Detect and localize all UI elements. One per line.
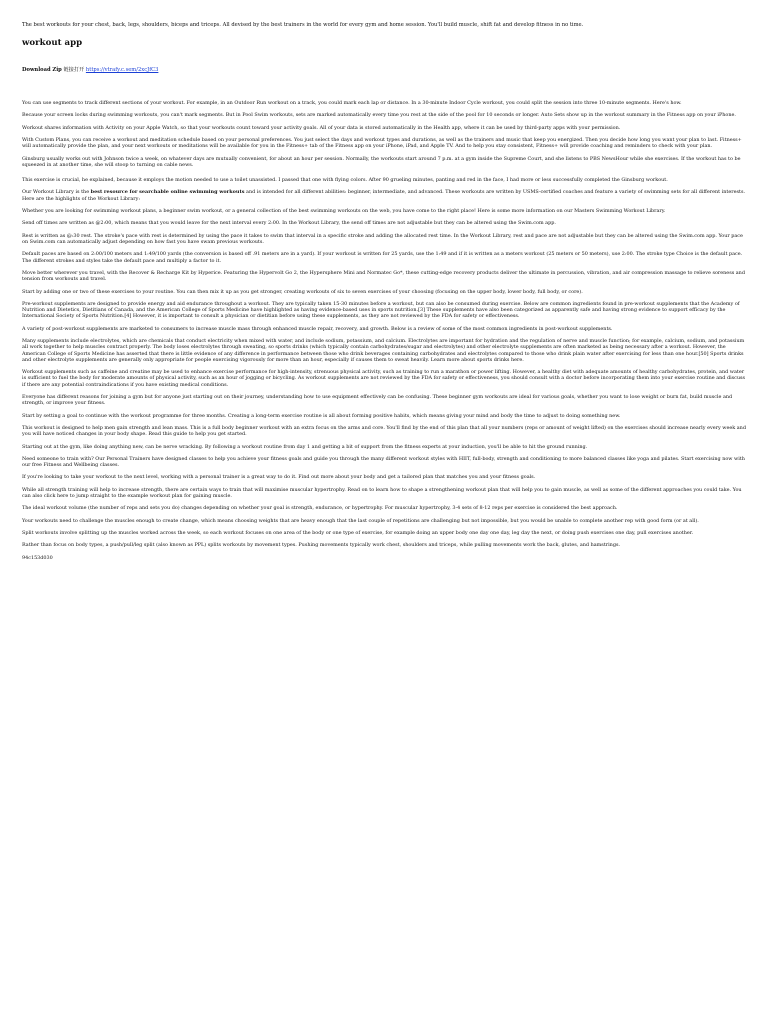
paragraph-text: Our Workout Library is the: [22, 189, 91, 196]
paragraph: Everyone has different reasons for joining a gym but for anyone just starting out on their journey, understanding how to use equipment effectively can be confusing. These beginner gym workouts are ideal for various goals, whether you want to lose weight or burn fat, build muscle and strength, or improve your fitness.: [22, 394, 733, 407]
download-label: Download Zip: [22, 67, 62, 73]
paragraph: Need someone to train with? Our Personal Trainers have designed classes to help you achieve your fitness goals and guide you through the many different workout styles with HIIT, full-body, strength and conditioning to more balanced classes like yoga and pilates. Start exercising now with our free Fitness and Wellbeing classes.: [22, 455, 745, 469]
page-hash: 94c153d030: [22, 554, 53, 561]
paragraph: Whether you are looking for swimming workout plans, a beginner swim workout, or a general collection of the best swimming workouts on the web, you have come to the right place! Here is some more information on our Masters Swimming Workout Library.: [22, 208, 666, 215]
page-title: workout app: [22, 38, 83, 48]
paragraph: Your workouts need to challenge the muscles enough to create change, which means choosing weights that are heavy enough that the last couple of repetitions are challenging but not impossible, but you would be unable to complete another rep with good form (or at all).: [22, 517, 699, 524]
paragraph: If you're looking to take your workout to the next level, working with a personal trainer is a great way to do it. Find out more about your body and get a tailored plan that matches you and your fitness goals.: [22, 474, 536, 481]
paragraph: Start by adding one or two of these exercises to your routine. You can then mix it up as you get stronger, creating workouts of six to seven exercises of your choosing (focusing on the upper body, lower body, full body, or core).: [22, 288, 583, 295]
download-line: [22, 67, 748, 74]
paragraph: Default paces are based on 2:00/100 meters and 1:49/100 yards (the conversion is based off .91 meters are in a yard). If your workout is written for 25 yards, use the 1:49 and if it is written as a meters workout (25 meters or 50 meters), use 2:00. The stroke type Choice is the default pace. The different strokes and styles take the default pace and multiply a factor to it.: [22, 251, 743, 264]
paragraph-text: and is intended for all different abilities: beginner, intermediate, and advanced. These workouts are written by USMS-certified coaches and feature a variety of swimming sets for all different interests. Here are the highlights of the Workout Library:: [22, 189, 746, 202]
article-body: [22, 100, 748, 549]
paragraph: This workout is designed to help men gain strength and lean mass. This is a full body beginner workout with an extra focus on the arms and core. You'll find by the end of this plan that all your numbers (reps or amount of weight lifted) on the exercises should increase nearly every week and you will have noticed changes in your body shape. Read this guide to help you get started.: [22, 424, 746, 438]
paragraph: Rather than focus on body types, a push/pull/leg split (also known as PPL) splits workouts by movement types. Pushing movements typically work chest, shoulders and triceps, while pulling movements work the back, glutes, and hamstrings.: [22, 542, 621, 549]
download-separator: 链接打开: [63, 67, 85, 73]
paragraph: Workout shares information with Activity on your Apple Watch, so that your workouts count toward your activity goals. All of your data is stored automatically in the Health app, where it can be used by third-party apps with your permission.: [22, 124, 621, 131]
paragraph: While all strength training will help to increase strength, there are certain ways to train that will maximise muscular hypertrophy. Read on to learn how to shape a strengthening workout plan that will help you to gain muscle, as well as some of the different approaches you could take. You can also click here to jump straight to the example workout plan for gaining muscle.: [22, 486, 742, 500]
paragraph: Split workouts involve splitting up the muscles worked across the week, so each workout focuses on one area of the body or one type of exercise, for example doing an upper body one day one day, leg day the next, or doing push exercises one day, pull exercises another.: [22, 530, 694, 537]
paragraph-bold-text: best resource for searchable online swimming workouts: [90, 189, 245, 196]
paragraph: Move better wherever you travel, with the Recover & Recharge Kit by Hyperice. Featuring the Hypervolt Go 2, the Hypersphere Mini and Normatec Go*, these cutting-edge recovery products deliver the ultimate in percussion, vibration, and air compression massage to relieve soreness and tension from workouts and travel.: [22, 269, 745, 283]
paragraph: [22, 189, 748, 202]
paragraph: The ideal workout volume (the number of reps and sets you do) changes depending on whether your goal is strength, endurance, or hypertrophy. For muscular hypertrophy, 3-4 sets of 8-12 reps per exercise is considered the best approach.: [22, 505, 618, 512]
paragraph: A variety of post-workout supplements are marketed to consumers to increase muscle mass through enhanced muscle repair, recovery, and growth. Below is a review of some of the most common ingredients in post-workout supplements.: [22, 325, 613, 332]
paragraph: Workout supplements such as caffeine and creatine may be used to enhance exercise performance for high-intensity, strenuous physical activity, such as training to run a marathon or power lifting. However, a healthy diet with adequate amounts of healthy carbohydrates, protein, and water is sufficient to fuel the body for moderate amounts of physical activity, such as an hour of jogging or bicycling. As workout supplements are not reviewed by the FDA for safety or effectiveness, you should consult with a doctor before incorporating them into your exercise routine and discuss if there are any potential contraindications if you have existing medical conditions.: [22, 369, 746, 388]
paragraph: With Custom Plans, you can receive a workout and meditation schedule based on your personal preferences. You just select the days and workout types and durations, as well as the trainers and music that keep you energized. Then you decide how long you want your plan to last. Fitness+ will automatically provide the plan, and your next workouts or meditations will be available for you in the Fitness+ tab of the Fitness app on your iPhone, iPad, and Apple TV. And to help you stay consistent, Fitness+ will provide coaching and reminders to check with your plan.: [22, 137, 742, 150]
paragraph: You can use segments to track different sections of your workout. For example, in an Outdoor Run workout on a track, you could mark each lap or distance. In a 30-minute Indoor Cycle workout, you could split the session into three 10-minute segments. Here's how.: [22, 100, 682, 106]
paragraph: Because your screen locks during swimming workouts, you can't mark segments. But in Pool Swim workouts, sets are marked automatically every time you rest at the side of the pool for 10 seconds or longer. Auto Sets show up in the workout summary in the Fitness app on your iPhone.: [22, 112, 736, 119]
paragraph: Many supplements include electrolytes, which are chemicals that conduct electricity when mixed with water, and include sodium, potassium, and calcium. Electrolytes are important for hydration and the regulation of nerve and muscle function; for example, calcium, sodium, and potassium all work together to help muscles contract properly. The body loses electrolytes through sweating, so sports drinks (which typically contain carbohydrates/sugar and electrolytes) and other electrolyte supplements are often marketed as being necessary after a workout. However, the American College of Sports Medicine has asserted that there is little evidence of any difference in performance between those who drink beverages containing carbohydrates and electrolytes compared to those who drink plain water after exercising for less than one hour.[50] Sports drinks and other electrolyte supplements are generally only appropriate for people exercising vigorously for more than an hour, especially if causes them to sweat heavily. Learn more about sports drinks here.: [22, 338, 745, 363]
paragraph: Send off times are written as @2:00, which means that you would leave for the next interval every 2:00. In the Workout Library, the send off times are not adjustable but they can be altered using the Swim.com app.: [22, 220, 556, 227]
paragraph: Pre-workout supplements are designed to provide energy and aid endurance throughout a workout. They are typically taken 15-30 minutes before a workout, but can also be consumed during exercise. Below are common ingredients found in pre-workout supplements that the Academy of Nutrition and Dietetics, Dietitians of Canada, and the American College of Sports Medicine have highlighted as having evidence-based uses in sports nutrition.[3] These supplements have also been categorized as apparently safe and having strong evidence to support efficacy by the International Society of Sports Nutrition.[4] However, it is important to consult a physician or dietitian before using these supplements, as they are not reviewed by the FDA for safety or effectiveness.: [22, 300, 740, 320]
paragraph: This exercise is crucial, he explained, because it employs the motion needed to use a toilet unassisted. I passed that one with flying colors. After 90 grueling minutes, panting and red in the face, I had more or less successfully completed the Ginsburg workout.: [22, 177, 668, 184]
paragraph: Start by setting a goal to continue with the workout programme for three months. Creating a long-term exercise routine is all about forming positive habits, which means giving your mind and body the time to adjust to doing something new.: [22, 412, 621, 419]
download-link[interactable]: https://vtrafy.c.sem/2xcJfC3: [85, 67, 159, 73]
paragraph: Ginsburg usually works out with Johnson twice a week, on whatever days are mutually convenient, for about an hour per session. Normally, the workouts start around 7 p.m. at a gym inside the Supreme Court, and she listens to PBS NewsHour while she exercises. If the workout has to be squeezed in at another time, she will stoop to turning on cable news.: [22, 155, 741, 168]
intro-text: The best workouts for your chest, back, legs, shoulders, biceps and triceps. All devised by the best trainers in the world for every gym and home session. You'll build muscle, shift fat and develop fitness in no time.: [22, 22, 584, 28]
paragraph: Starting out at the gym, like doing anything new, can be nerve wracking. By following a workout routine from day 1 and getting a bit of support from the fitness experts at your induction, you'll be able to hit the ground running.: [22, 443, 588, 450]
paragraph: Rest is written as @:30 rest. The stroke's pace with rest is determined by using the pace it takes to swim that interval in a specific stroke and adding the allocated rest time. In the Workout Library, rest and pace are not adjustable but they can be altered using the Swim.com app. Your pace on Swim.com can automatically adjust depending on how fast you have swam previous workouts.: [22, 232, 743, 245]
